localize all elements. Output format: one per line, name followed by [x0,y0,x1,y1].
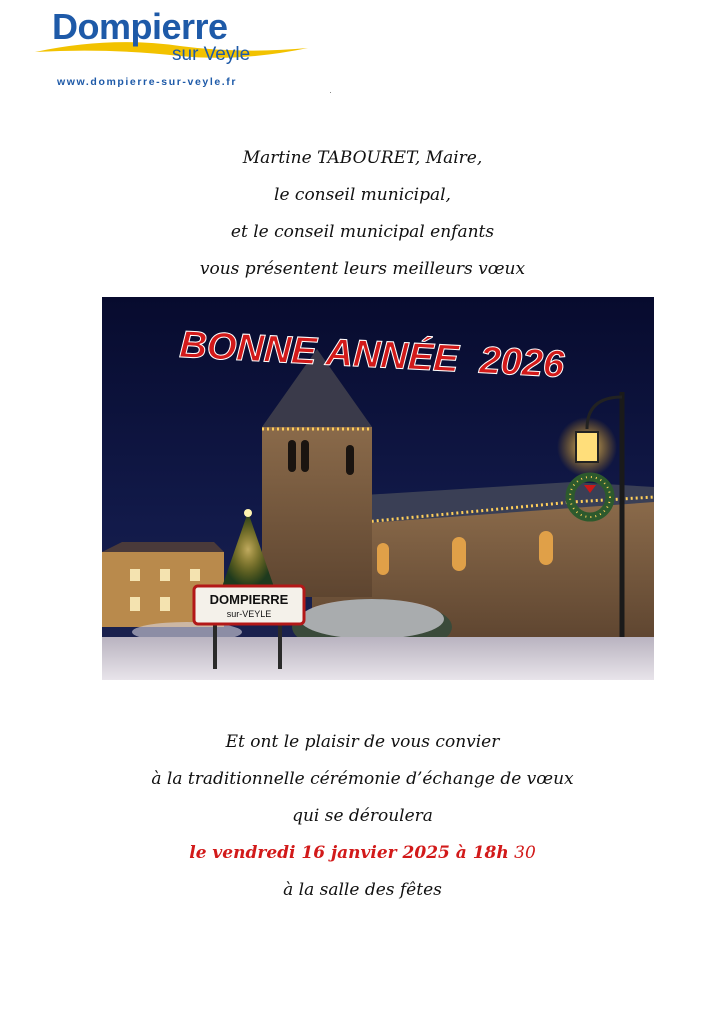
invitation-date [0,835,725,872]
logo-title: Dompierre [52,6,228,47]
invitation-venue: à la salle des fêtes [283,880,442,900]
greeting-line-wishes: vous présentent leurs meilleurs vœux [199,259,526,279]
invitation-line-pleasure: Et ont le plaisir de vous convier [225,732,500,752]
greeting-line-children-council: et le conseil municipal enfants [230,222,495,242]
greeting-block [0,140,725,288]
new-year-photo [102,297,654,680]
invitation-line-takes-place: qui se déroulera [292,806,433,826]
logo-subtitle: sur Veyle [172,44,251,65]
event-minutes: 30 [508,843,536,863]
invitation-line-ceremony: à la traditionnelle cérémonie d’échange de vœux [151,769,574,789]
greeting-line-council: le conseil municipal, [274,185,451,205]
stray-dot [330,92,331,93]
sign-subname: sur-VEYLE [226,609,272,619]
invitation-block [0,724,725,909]
greeting-line-mayor: Martine TABOURET, Maire, [242,148,483,168]
event-date: le vendredi 16 janvier 2025 à 18h [189,843,509,863]
sign-name: DOMPIERRE [209,592,289,607]
banner-text: BONNE ANNÉE 2026 [178,323,566,387]
municipality-logo [30,4,320,92]
website-url[interactable]: www.dompierre-sur-veyle.fr [57,76,238,88]
